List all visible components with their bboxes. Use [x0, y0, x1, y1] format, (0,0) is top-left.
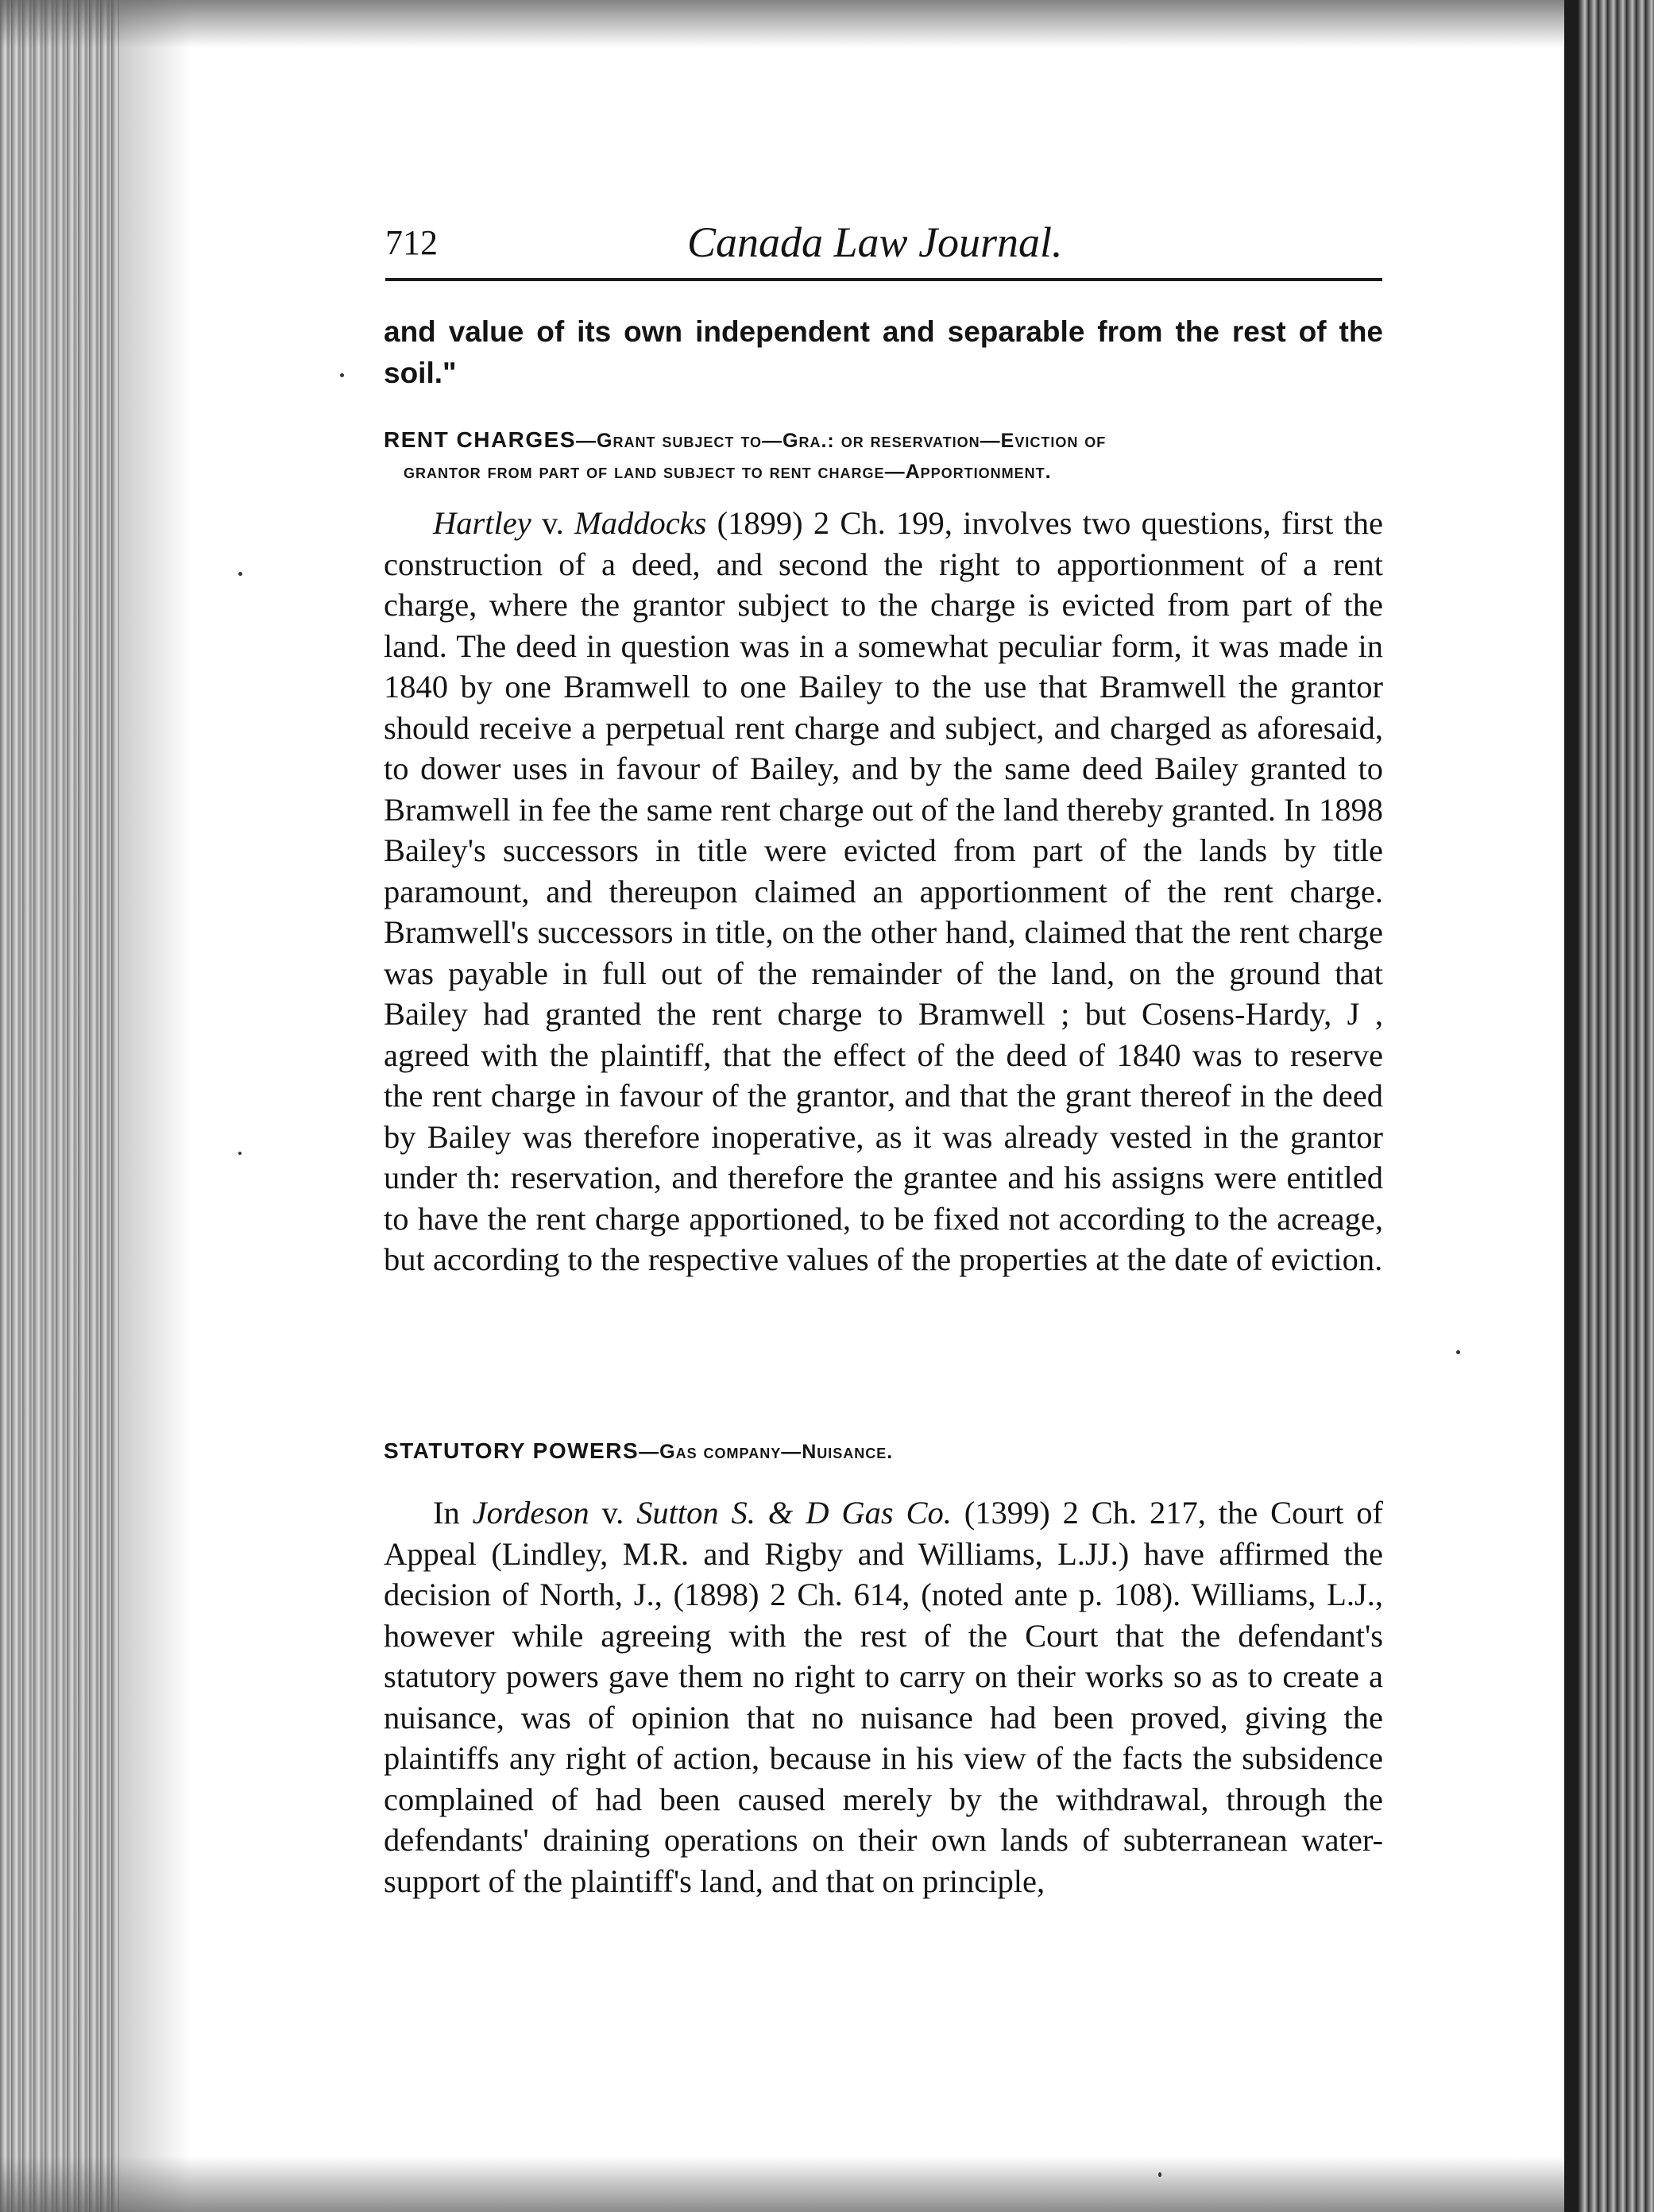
paragraph-text: (1899) 2 Ch. 199, involves two questions, first the construction of a deed, and second the right to apportionment of a rent charge, where the grantor subject to the charge is evicted from part of the land. The deed in question was in a somewhat peculiar form, it was made in 1840 by one Bramwell to one Bailey to the use that Bramwell the grantor should receive a perpetual rent charge and subject, and charged as aforesaid, to dower uses in favour of Bailey, and by the same deed Bailey granted to Bramwell in fee the same rent charge out of the land thereby granted. In 1898 Bailey's successors in title were evicted from part of the lands by title paramount, and thereupon claimed an apportionment of the rent charge. Bramwell's successors in title, on the other hand, claimed that the rent charge was payable in full out of the remainder of the land, on the ground that Bailey had granted the rent charge to Bramwell ; but Cosens-Hardy, J , agreed with the plaintiff, that the effect of the deed of 1840 was to reserve the rent charge in favour of the grantor, and that the grant thereof in the deed by Bailey was therefore inoperative, as it was already vested in the grantor under th: reservation, and therefore the grantee and his assigns were entitled to have the rent charge apportioned, to be fixed not according to the acreage, but according to the respective values of the properties at the date of eviction.	[384, 505, 1383, 1277]
case-party-name: Jordeson	[472, 1495, 589, 1531]
paragraph-hartley-v-maddocks	[384, 503, 1383, 1280]
scan-speck	[1158, 2172, 1161, 2177]
scan-left-edge	[0, 0, 119, 2212]
section-heading-lead: STATUTORY POWERS	[384, 1438, 640, 1463]
scan-right-edge	[1579, 0, 1654, 2212]
scan-bottom-edge	[0, 2156, 1654, 2212]
scan-speck	[238, 1152, 242, 1155]
header-rule	[385, 278, 1382, 281]
scan-left-shadow	[119, 0, 191, 2212]
versus-text: v.	[541, 505, 564, 541]
section-heading-subject: —Grant subject to—Gra.: or reservation—Eviction of	[576, 430, 1107, 452]
scan-top-edge	[0, 0, 1654, 48]
scan-speck	[1456, 1350, 1460, 1354]
scan-speck	[238, 572, 242, 576]
journal-title: Canada Law Journal.	[687, 218, 1063, 266]
section-heading-rent-charges	[384, 425, 1383, 487]
case-party-name: Maddocks	[574, 505, 707, 541]
page-number: 712	[385, 223, 438, 262]
scan-speck	[340, 373, 344, 377]
scan-right-shadow	[1564, 0, 1579, 2212]
section-heading-statutory-powers	[384, 1436, 1383, 1468]
section-heading-subject-continued: grantor from part of land subject to rent charge—Apportionment.	[404, 461, 1052, 483]
case-party-name: Hartley	[433, 505, 531, 541]
section-heading-lead: RENT CHARGES	[384, 427, 577, 452]
running-head	[385, 218, 1382, 270]
continued-paragraph: and value of its own independent and separable from the rest of the soil."	[384, 315, 1383, 389]
paragraph-text: In	[433, 1495, 460, 1531]
case-party-name: Sutton S. & D Gas Co.	[636, 1495, 952, 1531]
paragraph-text: (1399) 2 Ch. 217, the Court of Appeal (Lindley, M.R. and Rigby and Williams, L.JJ.) have affirmed the decision of North, J., (1898) 2 Ch. 614, (noted ante p. 108). Williams, L.J., however while agreeing with the rest of the Court that the defendant's statutory powers gave them no right to carry on their works so as to create a nuisance, was of opinion that no nuisance had been proved, giving the plaintiffs any right of action, because in his view of the facts the subsidence complained of had been caused merely by the withdrawal, through the defendants' draining operations on their own lands of subterranean water-support of the plaintiff's land, and that on principle,	[384, 1495, 1384, 1899]
section-heading-subject: —Gas company—Nuisance.	[639, 1441, 894, 1463]
versus-text: v.	[601, 1495, 624, 1531]
paragraph-jordeson-v-sutton	[384, 1492, 1383, 1901]
